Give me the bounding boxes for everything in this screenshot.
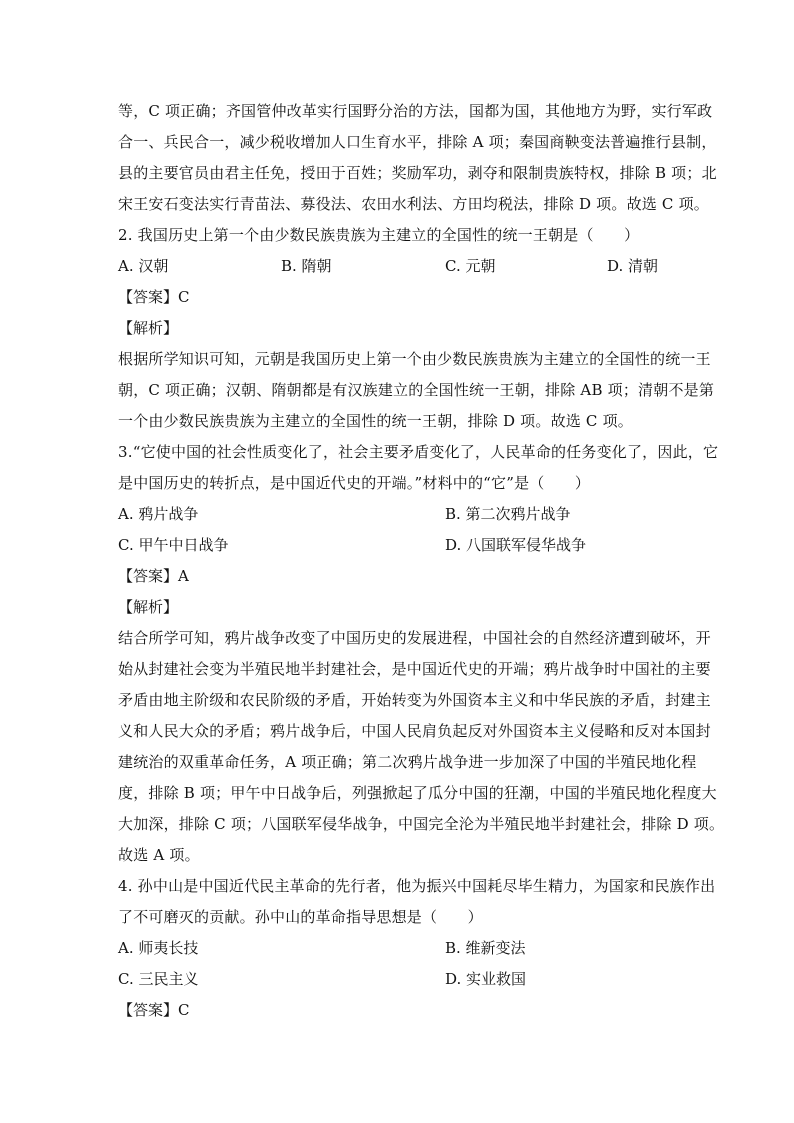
text-line: 等，C 项正确；齐国管仲改革实行国野分治的方法，国都为国，其他地方为野，实行军政 xyxy=(118,102,713,120)
analysis-line: 义和人民大众的矛盾；鸦片战争后，中国人民肩负起反对外国资本主义侵略和反对本国封 xyxy=(118,722,711,740)
options-row xyxy=(118,933,678,964)
question-stem: 3.“它使中国的社会性质变化了，社会主要矛盾变化了，人民革命的任务变化了，因此，它 xyxy=(118,443,719,461)
analysis-line: 大加深，排除 C 项；八国联军侵华战争，中国完全沦为半殖民地半封建社会，排除 D 项。 xyxy=(118,815,725,833)
options-row xyxy=(118,964,678,995)
answer-label: 【答案】C xyxy=(118,288,190,306)
option-a: A. 汉朝 xyxy=(118,257,169,275)
options-row xyxy=(118,251,678,282)
text-line: 县的主要官员由君主任免，授田于百姓；奖励军功，剥夺和限制贵族特权，排除 B 项；北 xyxy=(118,164,717,182)
option-d: D. 实业救国 xyxy=(445,970,527,988)
analysis-line: 矛盾由地主阶级和农民阶级的矛盾，开始转变为外国资本主义和中华民族的矛盾，封建主 xyxy=(118,691,711,709)
document-page xyxy=(118,96,725,1026)
option-b: B. 隋朝 xyxy=(281,257,332,275)
option-b: B. 维新变法 xyxy=(445,939,526,957)
question-stem: 2. 我国历史上第一个由少数民族贵族为主建立的全国性的统一王朝是（ ） xyxy=(118,226,640,244)
option-d: D. 八国联军侵华战争 xyxy=(445,536,587,554)
previous-analysis-continuation xyxy=(118,96,717,220)
option-b: B. 第二次鸦片战争 xyxy=(445,505,571,523)
option-c: C. 元朝 xyxy=(445,257,496,275)
text-line: 合一、兵民合一，减少税收增加人口生育水平，排除 A 项；秦国商鞅变法普遍推行县制， xyxy=(118,133,717,151)
analysis-line: 朝，C 项正确；汉朝、隋朝都是有汉族建立的全国性统一王朝，排除 AB 项；清朝不是第 xyxy=(118,381,715,399)
analysis-line: 故选 A 项。 xyxy=(118,846,200,864)
answer-label: 【答案】A xyxy=(118,567,189,585)
options-row xyxy=(118,499,678,530)
analysis-line: 根据所学知识可知，元朝是我国历史上第一个由少数民族贵族为主建立的全国性的统一王 xyxy=(118,350,711,368)
option-d: D. 清朝 xyxy=(607,257,659,275)
text-line: 宋王安石变法实行青苗法、募役法、农田水利法、方田均税法，排除 D 项。故选 C 项。 xyxy=(118,195,709,213)
question-stem: 了不可磨灭的贡献。孙中山的革命指导思想是（ ） xyxy=(118,908,483,926)
option-c: C. 甲午中日战争 xyxy=(118,536,229,554)
question-stem: 是中国历史的转折点，是中国近代史的开端。”材料中的“它”是（ ） xyxy=(118,474,591,492)
analysis-line: 结合所学可知，鸦片战争改变了中国历史的发展进程，中国社会的自然经济遭到破坏，开 xyxy=(118,629,711,647)
analysis-line: 建统治的双重革命任务，A 项正确；第二次鸦片战争进一步加深了中国的半殖民地化程 xyxy=(118,753,697,771)
analysis-line: 一个由少数民族贵族为主建立的全国性的统一王朝，排除 D 项。故选 C 项。 xyxy=(118,412,633,430)
analysis-line: 度，排除 B 项；甲午中日战争后，列强掀起了瓜分中国的狂潮，中国的半殖民地化程度大 xyxy=(118,784,717,802)
analysis-label: 【解析】 xyxy=(118,598,179,616)
question-2 xyxy=(118,220,715,437)
option-a: A. 鸦片战争 xyxy=(118,505,199,523)
question-3 xyxy=(118,437,725,871)
question-stem: 4. 孙中山是中国近代民主革命的先行者，他为振兴中国耗尽毕生精力，为国家和民族作出 xyxy=(118,877,716,895)
options-row xyxy=(118,530,678,561)
answer-label: 【答案】C xyxy=(118,1001,190,1019)
question-4 xyxy=(118,871,716,1026)
option-a: A. 师夷长技 xyxy=(118,939,199,957)
option-c: C. 三民主义 xyxy=(118,970,199,988)
analysis-label: 【解析】 xyxy=(118,319,179,337)
analysis-line: 始从封建社会变为半殖民地半封建社会，是中国近代史的开端；鸦片战争时中国社的主要 xyxy=(118,660,711,678)
